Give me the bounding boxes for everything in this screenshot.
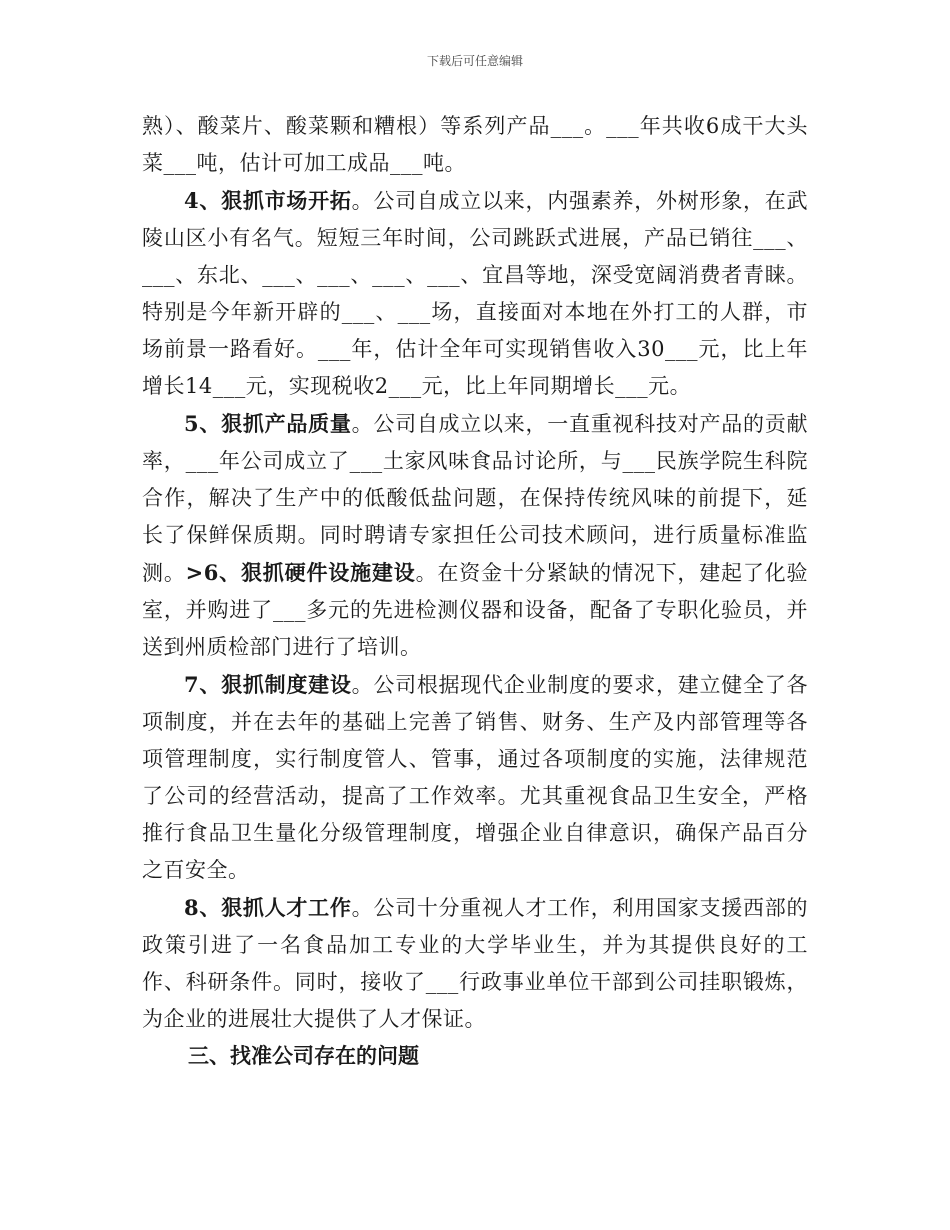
paragraph-text: 。公司十分重视人才工作，利用国家支援西部的政策引进了一名食品加工专业的大学毕业生，并为其提供良好的工作、科研条件。同时，接收了___行政事业单位干部到公司挂职锻炼，为企业的进展壮大提供了人才保证。 — [142, 896, 808, 1031]
section-heading: 三、找准公司存在的问题 — [188, 1043, 419, 1068]
paragraph-title: 4、狠抓市场开拓 — [184, 188, 352, 213]
page-header-note: 下载后可任意编辑 — [426, 54, 523, 68]
paragraph-text: 。公司自成立以来，内强素养，外树形象，在武陵山区小有名气。短短三年时间，公司跳跃式进展，产品已销往___、___、东北、___、___、___、___、宜昌等地，深受宽阔消费者青睐。特别是今年新开辟的___、___场，直接面对本地在外打工的人群，市场前景一路看好。___年，估计全年可实现销售收入30___元，比上年增长14___元，实现税收2___元，比上年同期增长___元。 — [142, 189, 808, 398]
paragraph-title: 8、狠抓人才工作 — [184, 895, 352, 920]
paragraph-continuation — [142, 108, 808, 182]
paragraph-title: 7、狠抓制度建设 — [184, 672, 352, 697]
paragraph-8 — [142, 889, 808, 1038]
paragraph-7 — [142, 666, 808, 889]
paragraph-4 — [142, 182, 808, 405]
paragraph-5 — [142, 405, 808, 666]
paragraph-title: 5、狠抓产品质量 — [184, 411, 352, 436]
document-body — [142, 108, 808, 1038]
paragraph-text-6: 。在资金十分紧缺的情况下，建起了化验室，并购进了___多元的先进检测仪器和设备，配备了专职化验员，并送到州质检部门进行了培训。 — [142, 561, 809, 659]
paragraph-text: 。公司自成立以来，一直重视科技对产品的贡献率，___年公司成立了___土家风味食品讨论所，与___民族学院生科院合作，解决了生产中的低酸低盐问题，在保持传统风味的前提下，延长了保鲜保质期。同时聘请专家担任公司技术顾问，进行质量标准监测。 — [142, 412, 808, 585]
paragraph-title-6: >6、狠抓硬件设施建设 — [185, 560, 416, 585]
paragraph-text: 熟）、酸菜片、酸菜颗和糟根）等系列产品___。___年共收6成干大头菜___吨，估计可加工成品___吨。 — [142, 114, 808, 175]
paragraph-text: 。公司根据现代企业制度的要求，建立健全了各项制度，并在去年的基础上完善了销售、财务、生产及内部管理等各项管理制度，实行制度管人、管事，通过各项制度的实施，法律规范了公司的经营活动，提高了工作效率。尤其重视食品卫生安全，严格推行食品卫生量化分级管理制度，增强企业自律意识，确保产品百分之百安全。 — [142, 673, 808, 882]
